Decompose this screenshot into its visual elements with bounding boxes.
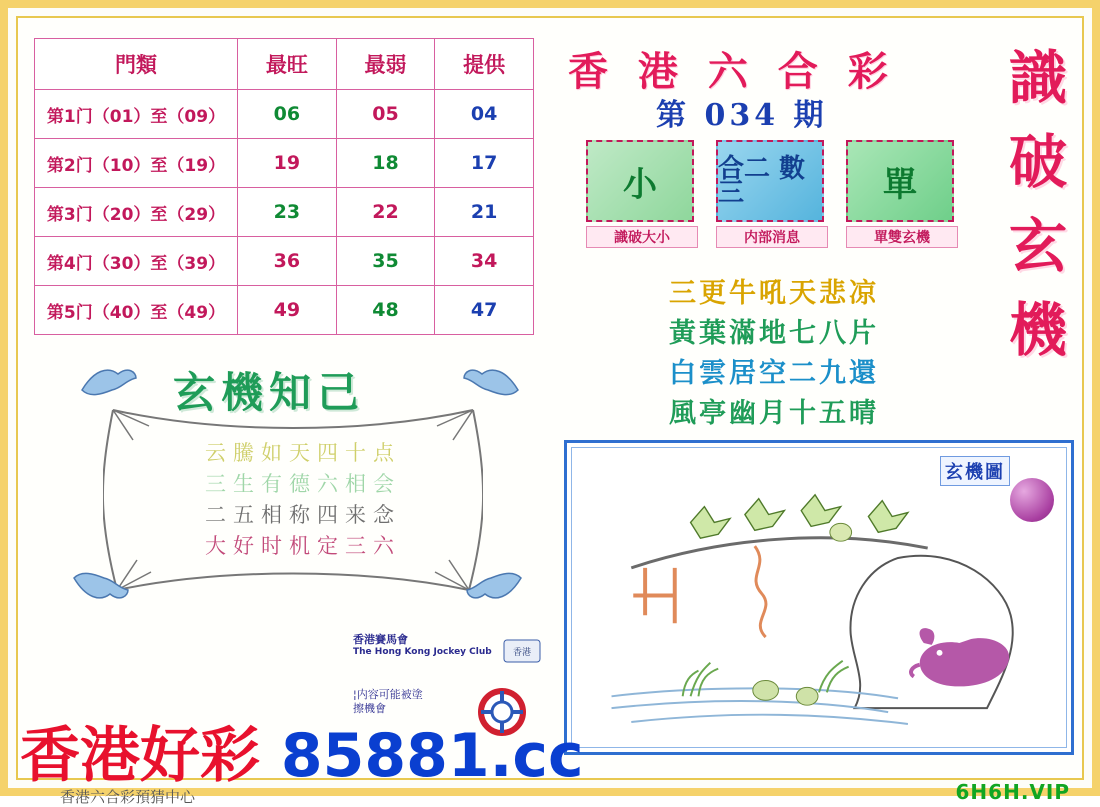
row-least-value: 48 <box>336 286 435 335</box>
hint-box-group <box>586 140 958 262</box>
hint-box-caption: 識破大小 <box>586 226 698 248</box>
hint-box-size[interactable] <box>586 140 698 262</box>
page-title: 香 港 六 合 彩 <box>568 48 896 95</box>
table-header-offer: 提供 <box>435 39 534 90</box>
main-poem <box>604 274 944 434</box>
zhiji-title: 玄機知己 <box>173 368 366 417</box>
bird-icon <box>460 364 522 412</box>
watermark-main <box>20 708 584 794</box>
main-poem-line: 風亭幽月十五晴 <box>669 398 879 429</box>
jockey-club-logo-icon <box>503 636 541 666</box>
hint-box-odd-even[interactable] <box>846 140 958 262</box>
watermark-subtitle: 香港六合彩預猜中心 <box>60 788 196 806</box>
main-poem-line: 黃葉滿地七八片 <box>669 318 879 349</box>
table-row <box>35 90 534 139</box>
row-least-value: 22 <box>336 188 435 237</box>
row-least-value: 18 <box>336 139 435 188</box>
hint-box-glyph: 合二 數三 <box>718 154 806 208</box>
disclaimer-line: ¦内容可能被塗 <box>353 688 423 701</box>
watermark-corner: 6H6H.VIP <box>955 780 1070 804</box>
row-most-value: 06 <box>238 90 337 139</box>
lottery-ball-icon <box>1010 478 1054 522</box>
xuanji-picture-inner <box>571 447 1067 748</box>
row-offer-value: 21 <box>435 188 534 237</box>
brand-char: 識 <box>1008 44 1067 112</box>
jockey-club-cn: 香港賽馬會 <box>353 633 408 646</box>
svg-text:香港: 香港 <box>512 648 532 658</box>
table-header-least: 最弱 <box>336 39 435 90</box>
row-most-value: 36 <box>238 237 337 286</box>
zhiji-poem <box>158 438 448 562</box>
main-poem-line: 三更牛吼天悲凉 <box>669 278 879 309</box>
door-table <box>34 38 534 335</box>
hint-box-glyph: 單 <box>883 164 917 205</box>
hint-box-image <box>586 140 694 222</box>
brand-char: 玄 <box>1008 212 1067 280</box>
jockey-club-text <box>353 633 492 659</box>
table-row <box>35 286 534 335</box>
watermark-brand: 香港好彩 <box>20 721 260 791</box>
row-most-value: 49 <box>238 286 337 335</box>
xuanji-picture-panel <box>564 440 1074 755</box>
hint-box-inside-news[interactable] <box>716 140 828 262</box>
row-most-value: 19 <box>238 139 337 188</box>
bird-icon <box>78 364 140 412</box>
brand-vertical-title <box>983 36 1093 372</box>
bird-icon <box>463 556 525 604</box>
zhiji-poem-line: 大好时机定三六 <box>205 534 401 558</box>
table-header-row <box>35 39 534 90</box>
zhiji-poem-line: 云騰如天四十点 <box>205 441 401 465</box>
issue-number: 第 034 期 <box>656 98 828 133</box>
table-row <box>35 139 534 188</box>
row-offer-value: 04 <box>435 90 534 139</box>
zhiji-poem-line: 三生有德六相会 <box>205 472 401 496</box>
hint-box-image <box>846 140 954 222</box>
jockey-club-en: The Hong Kong Jockey Club <box>353 647 492 657</box>
xuanji-illustration <box>572 448 1066 747</box>
brand-char: 機 <box>1008 296 1067 364</box>
row-offer-value: 17 <box>435 139 534 188</box>
row-label: 第1门（01）至（09） <box>35 90 238 139</box>
disclaimer-line: 擦機會 <box>353 702 386 715</box>
hint-box-image <box>716 140 824 222</box>
row-offer-value: 47 <box>435 286 534 335</box>
row-least-value: 35 <box>336 237 435 286</box>
table-row <box>35 188 534 237</box>
row-least-value: 05 <box>336 90 435 139</box>
row-label: 第2门（10）至（19） <box>35 139 238 188</box>
main-poem-line: 白雲居空二九還 <box>669 358 879 389</box>
hint-box-caption: 内部消息 <box>716 226 828 248</box>
bird-icon <box>70 556 132 604</box>
watermark-domain: 85881.cc <box>280 721 584 791</box>
hint-box-caption: 單雙玄機 <box>846 226 958 248</box>
table-header-most: 最旺 <box>238 39 337 90</box>
hint-box-glyph: 小 <box>623 164 657 205</box>
zhiji-poem-line: 二五相称四来念 <box>205 503 401 527</box>
row-most-value: 23 <box>238 188 337 237</box>
table-header-category: 門類 <box>35 39 238 90</box>
row-label: 第3门（20）至（29） <box>35 188 238 237</box>
brand-char: 破 <box>1008 128 1067 196</box>
row-label: 第5门（40）至（49） <box>35 286 238 335</box>
row-offer-value: 34 <box>435 237 534 286</box>
xuanji-tag: 玄機圖 <box>940 456 1010 486</box>
door-table-wrap <box>34 38 534 335</box>
table-row <box>35 237 534 286</box>
row-label: 第4门（30）至（39） <box>35 237 238 286</box>
